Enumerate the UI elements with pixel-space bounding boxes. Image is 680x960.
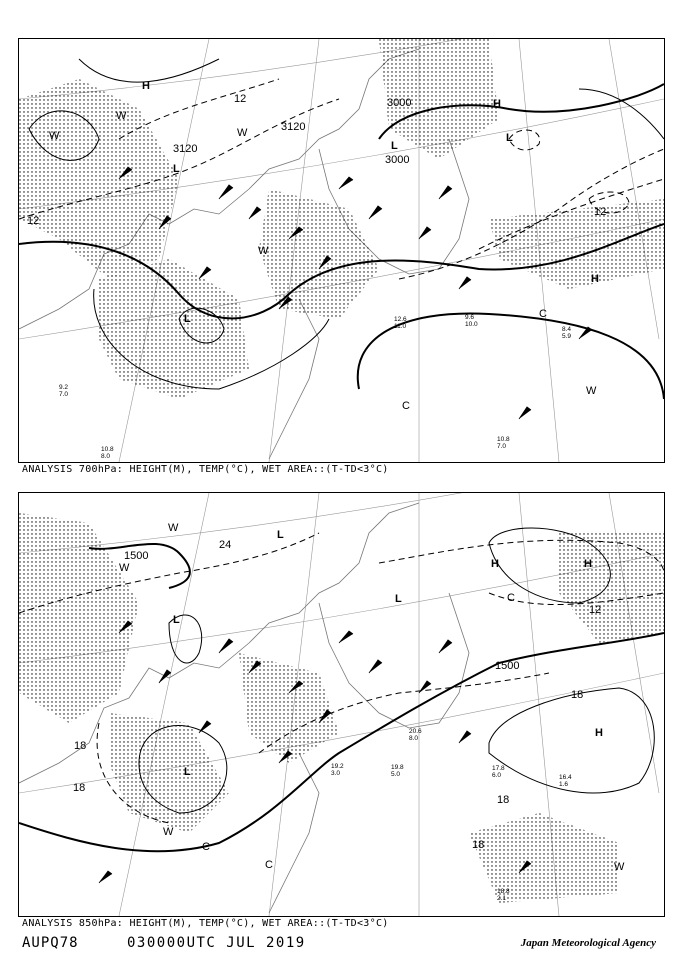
contour-label: 3000 bbox=[385, 154, 410, 166]
low-center: L bbox=[184, 766, 191, 778]
contour-label: 3120 bbox=[281, 121, 306, 133]
station-plot: 20.6 8.0 bbox=[409, 728, 422, 742]
high-center: H bbox=[491, 558, 499, 570]
high-center: H bbox=[584, 558, 592, 570]
contour-label: 18 bbox=[472, 839, 485, 851]
warm-center: W bbox=[168, 522, 179, 534]
contour-label: 12 bbox=[594, 206, 607, 218]
map-700hpa bbox=[18, 38, 665, 463]
caption-850hpa: ANALYSIS 850hPa: HEIGHT(M), TEMP(°C), WET AREA::(T-TD<3°C) bbox=[22, 918, 389, 929]
low-center: L bbox=[184, 313, 191, 325]
station-plot: 17.8 6.0 bbox=[492, 765, 505, 779]
warm-center: W bbox=[49, 130, 60, 142]
low-center: L bbox=[277, 529, 284, 541]
station-plot: 9.6 10.0 bbox=[465, 314, 478, 328]
high-center: H bbox=[142, 80, 150, 92]
bulletin-code: AUPQ78 bbox=[22, 935, 79, 951]
station-plot: 19.2 3.0 bbox=[331, 763, 344, 777]
contour-label: 18 bbox=[497, 794, 510, 806]
warm-center: W bbox=[119, 562, 130, 574]
cold-center: C bbox=[265, 859, 273, 871]
station-plot: 19.8 5.0 bbox=[391, 764, 404, 778]
cold-center: C bbox=[402, 400, 410, 412]
high-center: H bbox=[595, 727, 603, 739]
map-700hpa-canvas bbox=[19, 39, 664, 462]
warm-center: W bbox=[163, 826, 174, 838]
warm-center: W bbox=[116, 110, 127, 122]
cold-center: C bbox=[202, 841, 210, 853]
station-plot: 10.8 8.0 bbox=[101, 446, 114, 460]
contour-label: 1500 bbox=[124, 550, 149, 562]
pressure-centers bbox=[173, 529, 603, 778]
station-plot: 9.2 7.0 bbox=[59, 384, 69, 398]
contour-label: 3120 bbox=[173, 143, 198, 155]
station-plot: 12.6 11.0 bbox=[394, 316, 407, 330]
contour-label: 3000 bbox=[387, 97, 412, 109]
station-plot: 10.8 7.0 bbox=[497, 436, 510, 450]
low-center: L bbox=[391, 140, 398, 152]
contour-label: 18 bbox=[74, 740, 87, 752]
low-center: L bbox=[173, 163, 180, 175]
low-center: L bbox=[173, 614, 180, 626]
cold-center: C bbox=[539, 308, 547, 320]
contour-label: 24 bbox=[219, 539, 232, 551]
wet-areas bbox=[19, 513, 664, 903]
wet-areas bbox=[19, 39, 664, 399]
contour-label: 12 bbox=[234, 93, 247, 105]
station-plot: 8.4 5.9 bbox=[562, 326, 572, 340]
caption-700hpa: ANALYSIS 700hPa: HEIGHT(M), TEMP(°C), WET AREA::(T-TD<3°C) bbox=[22, 464, 389, 475]
warm-center: W bbox=[614, 861, 625, 873]
high-center: H bbox=[591, 273, 599, 285]
cold-center: C bbox=[507, 592, 515, 604]
station-plot: 18.8 2.1 bbox=[497, 888, 510, 902]
low-center: L bbox=[395, 593, 402, 605]
low-center: L bbox=[506, 132, 513, 144]
map-850hpa bbox=[18, 492, 665, 917]
high-center: H bbox=[493, 98, 501, 110]
contour-label: 12 bbox=[589, 604, 602, 616]
warm-center: W bbox=[586, 385, 597, 397]
contour-label: 1500 bbox=[495, 660, 520, 672]
warm-center: W bbox=[258, 245, 269, 257]
agency-name: Japan Meteorological Agency bbox=[520, 937, 656, 949]
valid-time: 030000UTC JUL 2019 bbox=[127, 935, 306, 951]
map-850hpa-canvas bbox=[19, 493, 664, 916]
station-plot: 16.4 1.6 bbox=[559, 774, 572, 788]
contour-label: 18 bbox=[73, 782, 86, 794]
contour-label: 12 bbox=[27, 215, 40, 227]
warm-center: W bbox=[237, 127, 248, 139]
contour-label: 18 bbox=[571, 689, 584, 701]
